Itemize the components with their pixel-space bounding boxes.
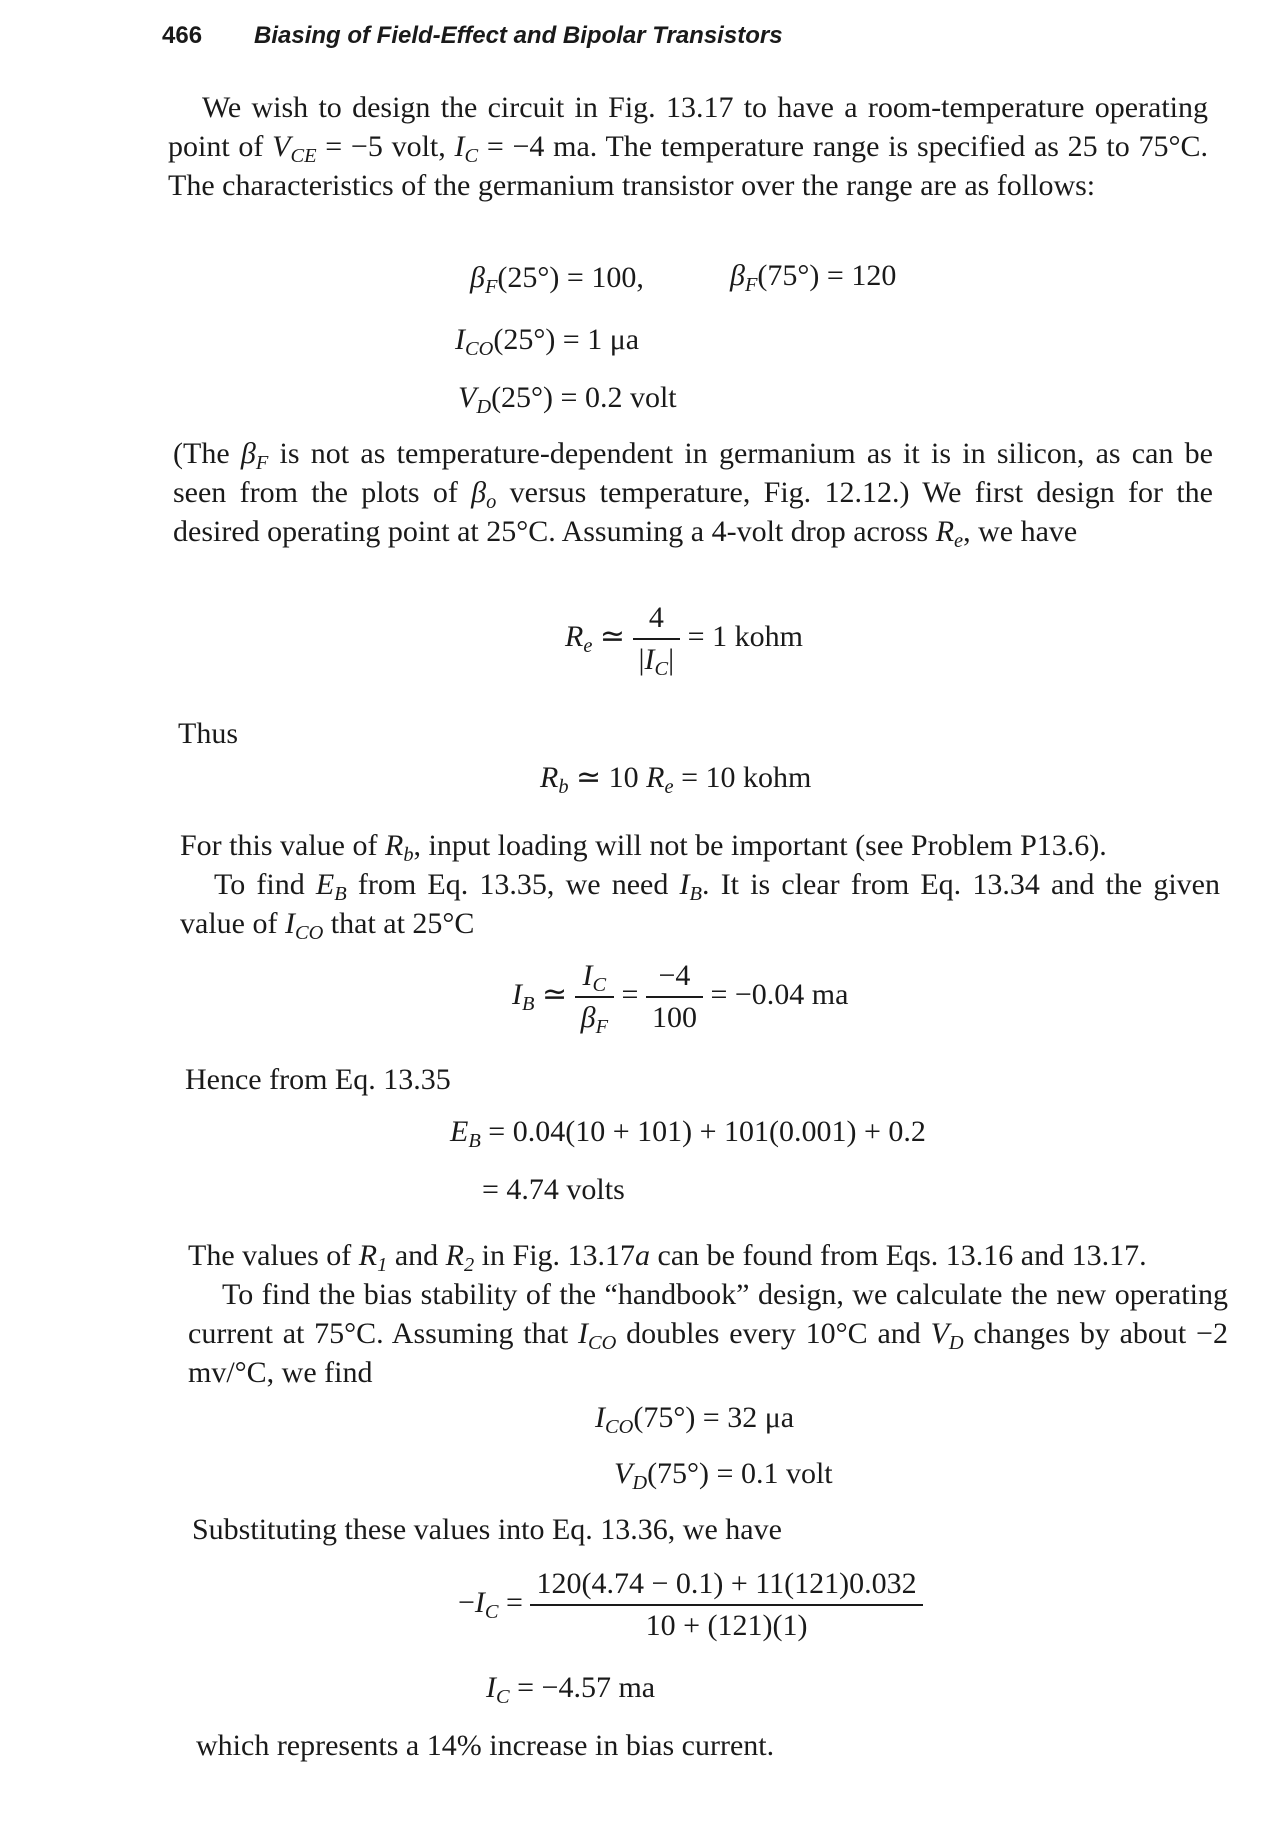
- substituting-label: Substituting these values into Eq. 13.36, we have: [192, 1513, 782, 1546]
- paragraph-germanium: (The $\beta_F$ is not as temperature-dependent in germanium as it is in silicon, as can be seen from the plots of $\beta_o$ versus temperature, Fig. 12.12.) We first design for the desired operating point at 25°C. Assuming a 4-volt drop across $R_e$, we have: [173, 437, 1214, 553]
- eb-result: = 4.74 volts: [482, 1173, 625, 1206]
- running-header: [162, 22, 1162, 50]
- rb-equation: $R_b$ ≃ 10 $R_e = 10$ kohm: [540, 761, 812, 799]
- vd-75-equation: $V_D(75^\circ) = 0.1$ volt: [614, 1457, 833, 1495]
- running-title: Biasing of Field-Effect and Bipolar Transistors: [254, 22, 783, 49]
- re-fraction: $\frac{4}{|I_C|}$: [633, 600, 681, 678]
- re-equation: $R_e$ ≃ $\frac{4}{|I_C|}$ = 1 kohm: [565, 601, 803, 681]
- paragraph-bias-stability: The values of $R_1$ and $R_2$ in Fig. 13.17a can be found from Eqs. 13.16 and 13.17. To find the bias stability of the “handbook” design, we calculate the new operating current at 75°C. Assuming that $I_{CO}$ doubles every 10°C and $V_D$ changes by about −2 mv/°C, we find: [188, 1239, 1228, 1389]
- conclusion-text: which represents a 14% increase in bias current.: [196, 1729, 775, 1762]
- paragraph-input-loading: For this value of $R_b$, input loading will not be important (see Problem P13.6). To find $E_B$ from Eq. 13.35, we need $I_B$. It is clear from Eq. 13.34 and the given value of $I_{CO}$ that at 25°C: [180, 829, 1220, 945]
- ib-fraction-1: $\frac{I_C}{\beta_F}$: [575, 958, 614, 1036]
- thus-label: Thus: [178, 717, 238, 750]
- vd-25-equation: $V_D(25^\circ) = 0.2$ volt: [458, 381, 677, 419]
- ib-fraction-2: $\frac{-4}{100}$: [646, 958, 703, 1036]
- ico-25-equation: $I_{CO}(25^\circ) = 1$ μa: [455, 323, 640, 361]
- ic-equation: $-I_C$ = $\frac{120(4.74 - 0.1) + 11(121)0.032}{10 + (121)(1)}$: [458, 1566, 923, 1644]
- page-number: 466: [162, 22, 203, 49]
- hence-label: Hence from Eq. 13.35: [185, 1063, 451, 1096]
- ib-equation: $I_B$ ≃ $\frac{I_C}{\beta_F}$ = $\frac{-4}{100}$ = −0.04 ma: [512, 959, 849, 1039]
- beta-25-equation: $\beta_F(25^\circ) = 100$,: [470, 261, 644, 299]
- ico-75-equation: $I_{CO}(75^\circ) = 32$ μa: [595, 1401, 795, 1439]
- eb-equation: $E_B = 0.04(10 + 101) + 101(0.001) + 0.2$: [450, 1115, 926, 1153]
- ic-fraction: $\frac{120(4.74 - 0.1) + 11(121)0.032}{10 + (121)(1)}$: [530, 1566, 922, 1644]
- beta-75-equation: $\beta_F(75^\circ) = 120$: [730, 259, 897, 297]
- paragraph-intro: We wish to design the circuit in Fig. 13.17 to have a room-temperature operating point of $V_{CE} = -5$ volt, $I_C = -4$ ma. The temperature range is specified as 25 to 75°C. The characteristics of the germanium transistor over the range are as follows:: [168, 91, 1208, 202]
- ic-result: $I_C = -4.57$ ma: [486, 1671, 656, 1709]
